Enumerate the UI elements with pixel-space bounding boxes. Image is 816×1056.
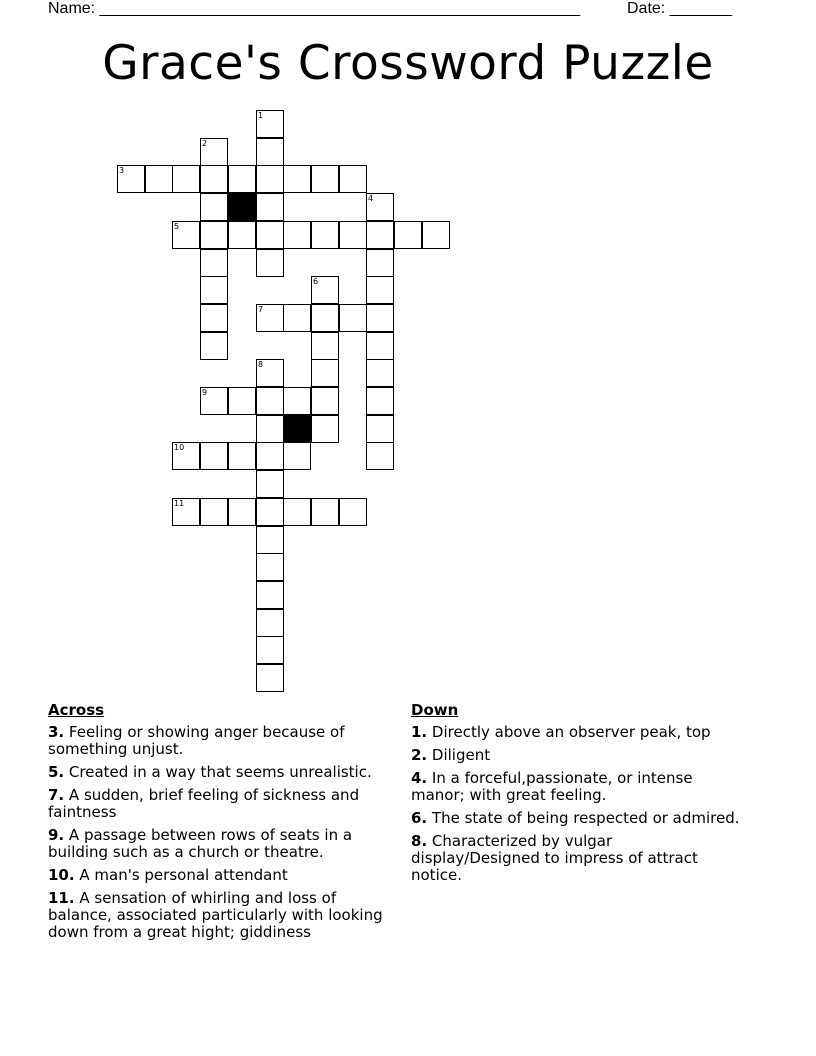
crossword-cell[interactable] bbox=[228, 165, 256, 193]
crossword-cell[interactable] bbox=[228, 498, 256, 526]
crossword-cell[interactable] bbox=[256, 581, 284, 609]
across-clues bbox=[48, 700, 400, 947]
clue-text: In a forceful,passionate, or intense manor; with great feeling. bbox=[411, 769, 693, 804]
crossword-cell[interactable] bbox=[200, 249, 228, 277]
crossword-cell[interactable] bbox=[283, 387, 311, 415]
crossword-cell[interactable] bbox=[366, 442, 394, 470]
clue-across bbox=[48, 724, 400, 758]
crossword-cell[interactable] bbox=[117, 165, 145, 193]
crossword-cell[interactable] bbox=[339, 304, 367, 332]
cell-number: 10 bbox=[174, 443, 185, 452]
crossword-cell[interactable] bbox=[311, 387, 339, 415]
crossword-cell[interactable] bbox=[366, 193, 394, 221]
crossword-cell[interactable] bbox=[256, 609, 284, 637]
crossword-cell[interactable] bbox=[228, 442, 256, 470]
crossword-cell[interactable] bbox=[200, 387, 228, 415]
crossword-cell[interactable] bbox=[200, 304, 228, 332]
crossword-cell[interactable] bbox=[366, 304, 394, 332]
crossword-cell[interactable] bbox=[200, 138, 228, 166]
cell-number: 2 bbox=[202, 139, 208, 148]
crossword-cell[interactable] bbox=[200, 498, 228, 526]
crossword-cell[interactable] bbox=[256, 636, 284, 664]
cell-number: 1 bbox=[258, 111, 264, 120]
crossword-cell[interactable] bbox=[228, 387, 256, 415]
clue-number: 5. bbox=[48, 763, 65, 781]
crossword-cell[interactable] bbox=[256, 664, 284, 692]
clue-text: Created in a way that seems unrealistic. bbox=[68, 763, 372, 781]
across-heading: Across bbox=[48, 701, 105, 719]
crossword-cell[interactable] bbox=[339, 221, 367, 249]
crossword-cell[interactable] bbox=[256, 387, 284, 415]
crossword-cell[interactable] bbox=[256, 415, 284, 443]
crossword-cell[interactable] bbox=[366, 249, 394, 277]
crossword-cell[interactable] bbox=[366, 387, 394, 415]
cell-number: 11 bbox=[174, 499, 185, 508]
down-clues bbox=[411, 700, 741, 890]
crossword-cell[interactable] bbox=[256, 304, 284, 332]
crossword-cell[interactable] bbox=[311, 165, 339, 193]
clue-text: Characterized by vulgar display/Designed to impress of attract notice. bbox=[411, 832, 698, 884]
clue-number: 6. bbox=[411, 809, 428, 827]
crossword-cell[interactable] bbox=[311, 276, 339, 304]
clue-across bbox=[48, 764, 400, 781]
crossword-block bbox=[283, 415, 311, 443]
cell-number: 8 bbox=[258, 360, 264, 369]
clue-down bbox=[411, 747, 741, 764]
crossword-cell[interactable] bbox=[256, 498, 284, 526]
clue-text: A sudden, brief feeling of sickness and faintness bbox=[48, 786, 360, 821]
clue-number: 11. bbox=[48, 889, 75, 907]
crossword-cell[interactable] bbox=[200, 442, 228, 470]
crossword-cell[interactable] bbox=[366, 332, 394, 360]
crossword-cell[interactable] bbox=[283, 498, 311, 526]
crossword-cell[interactable] bbox=[256, 138, 284, 166]
clue-number: 9. bbox=[48, 826, 65, 844]
crossword-cell[interactable] bbox=[256, 221, 284, 249]
clue-number: 2. bbox=[411, 746, 428, 764]
crossword-cell[interactable] bbox=[366, 359, 394, 387]
page-title: Grace's Crossword Puzzle bbox=[102, 36, 714, 91]
clue-down bbox=[411, 833, 741, 884]
crossword-cell[interactable] bbox=[366, 276, 394, 304]
crossword-cell[interactable] bbox=[311, 359, 339, 387]
crossword-cell[interactable] bbox=[366, 221, 394, 249]
crossword-cell[interactable] bbox=[311, 498, 339, 526]
crossword-cell[interactable] bbox=[422, 221, 450, 249]
down-heading: Down bbox=[411, 701, 459, 719]
crossword-cell[interactable] bbox=[339, 498, 367, 526]
clue-text: A man's personal attendant bbox=[79, 866, 288, 884]
crossword-cell[interactable] bbox=[256, 553, 284, 581]
clue-text: The state of being respected or admired. bbox=[431, 809, 740, 827]
clue-number: 10. bbox=[48, 866, 75, 884]
date-field[interactable]: Date: _______ bbox=[627, 0, 732, 17]
crossword-block bbox=[228, 193, 256, 221]
clue-number: 7. bbox=[48, 786, 65, 804]
crossword-cell[interactable] bbox=[256, 110, 284, 138]
clue-down bbox=[411, 724, 741, 741]
crossword-cell[interactable] bbox=[311, 415, 339, 443]
crossword-cell[interactable] bbox=[200, 276, 228, 304]
clue-across bbox=[48, 787, 400, 821]
clue-text: Directly above an observer peak, top bbox=[431, 723, 711, 741]
cell-number: 7 bbox=[258, 305, 264, 314]
crossword-cell[interactable] bbox=[256, 165, 284, 193]
clue-number: 4. bbox=[411, 769, 428, 787]
crossword-cell[interactable] bbox=[283, 165, 311, 193]
cell-number: 6 bbox=[313, 277, 319, 286]
crossword-cell[interactable] bbox=[200, 193, 228, 221]
crossword-cell[interactable] bbox=[311, 304, 339, 332]
crossword-cell[interactable] bbox=[311, 221, 339, 249]
crossword-cell[interactable] bbox=[256, 193, 284, 221]
crossword-cell[interactable] bbox=[256, 442, 284, 470]
crossword-cell[interactable] bbox=[256, 249, 284, 277]
clue-number: 8. bbox=[411, 832, 428, 850]
crossword-cell[interactable] bbox=[200, 332, 228, 360]
crossword-cell[interactable] bbox=[228, 221, 256, 249]
clue-text: Feeling or showing anger because of something unjust. bbox=[48, 723, 345, 758]
clue-across bbox=[48, 890, 400, 941]
crossword-cell[interactable] bbox=[145, 165, 173, 193]
cell-number: 4 bbox=[368, 194, 374, 203]
clue-number: 3. bbox=[48, 723, 65, 741]
cell-number: 5 bbox=[174, 222, 180, 231]
crossword-cell[interactable] bbox=[283, 442, 311, 470]
crossword-cell[interactable] bbox=[339, 165, 367, 193]
crossword-cell[interactable] bbox=[256, 359, 284, 387]
cell-number: 3 bbox=[119, 166, 125, 175]
clue-down bbox=[411, 810, 741, 827]
crossword-cell[interactable] bbox=[172, 221, 200, 249]
crossword-cell[interactable] bbox=[283, 221, 311, 249]
crossword-cell[interactable] bbox=[172, 498, 200, 526]
clue-text: A sensation of whirling and loss of balance, associated particularly with looking down from a great hight; giddiness bbox=[48, 889, 383, 941]
crossword-cell[interactable] bbox=[200, 221, 228, 249]
crossword-cell[interactable] bbox=[366, 415, 394, 443]
crossword-cell[interactable] bbox=[172, 165, 200, 193]
crossword-cell[interactable] bbox=[311, 332, 339, 360]
clue-text: A passage between rows of seats in a building such as a church or theatre. bbox=[48, 826, 353, 861]
clue-number: 1. bbox=[411, 723, 428, 741]
clue-across bbox=[48, 827, 400, 861]
cell-number: 9 bbox=[202, 388, 208, 397]
crossword-cell[interactable] bbox=[256, 526, 284, 554]
crossword-cell[interactable] bbox=[172, 442, 200, 470]
name-field[interactable]: Name: ______________________________________________________ bbox=[48, 0, 581, 17]
crossword-cell[interactable] bbox=[256, 470, 284, 498]
crossword-cell[interactable] bbox=[394, 221, 422, 249]
clue-text: Diligent bbox=[431, 746, 491, 764]
crossword-cell[interactable] bbox=[200, 165, 228, 193]
crossword-cell[interactable] bbox=[283, 304, 311, 332]
clue-across bbox=[48, 867, 400, 884]
clue-down bbox=[411, 770, 741, 804]
